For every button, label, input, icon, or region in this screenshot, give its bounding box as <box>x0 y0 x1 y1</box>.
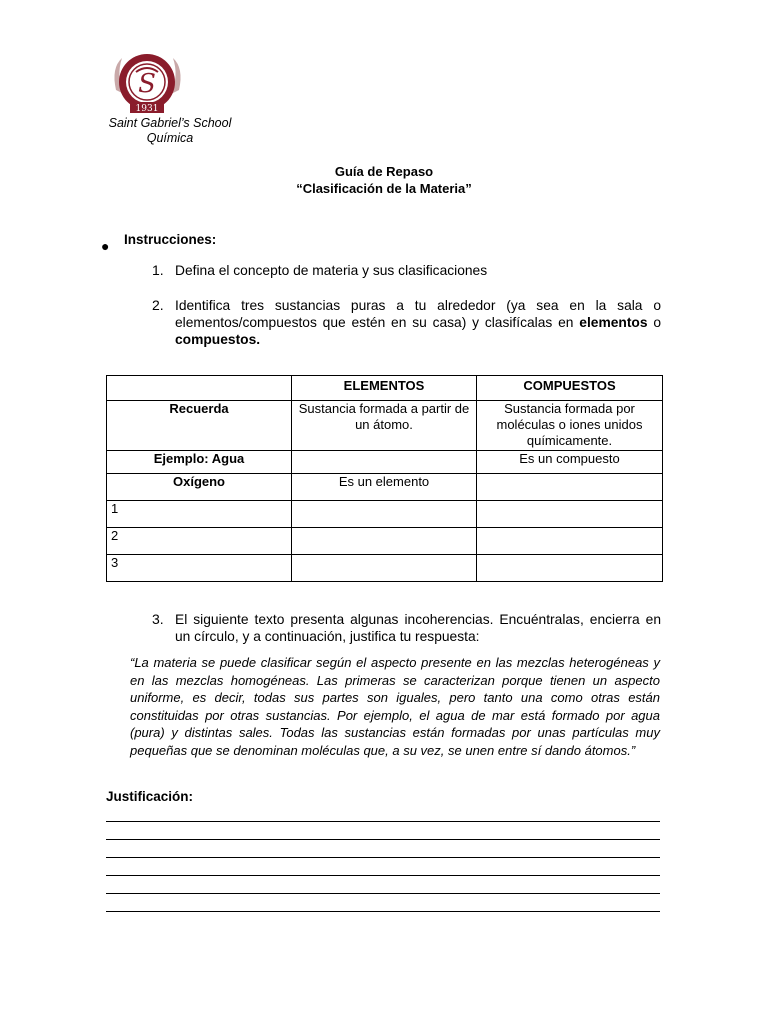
table-row <box>107 555 663 582</box>
answer-cell[interactable] <box>477 528 663 555</box>
school-header <box>100 116 240 146</box>
answer-cell[interactable] <box>292 555 477 582</box>
subject-name: Química <box>146 131 194 145</box>
item-2-bold-compuestos: compuestos. <box>175 332 261 347</box>
answer-line[interactable] <box>106 839 660 840</box>
classification-table <box>106 375 663 582</box>
cell-definition-element: Sustancia formada a partir de un átomo. <box>292 401 477 451</box>
table-row <box>107 528 663 555</box>
answer-cell[interactable] <box>477 555 663 582</box>
worksheet-title: Guía de Repaso <box>334 164 434 179</box>
bullet-icon: ● <box>101 238 110 254</box>
crest-year: 1931 <box>135 104 159 114</box>
answer-line[interactable] <box>106 821 660 822</box>
row-label-oxigeno: Oxígeno <box>107 474 292 501</box>
cell-example-compound: Es un compuesto <box>477 451 663 474</box>
answer-cell[interactable] <box>477 501 663 528</box>
cell-oxygen-element: Es un elemento <box>292 474 477 501</box>
table-row <box>107 451 663 474</box>
justification-label: Justificación: <box>106 789 194 804</box>
table-cell[interactable] <box>477 474 663 501</box>
item-1-text: Defina el concepto de materia y sus clasificaciones <box>175 263 488 278</box>
table-header-elementos: ELEMENTOS <box>292 376 477 401</box>
answer-cell[interactable] <box>292 501 477 528</box>
answer-cell[interactable] <box>292 528 477 555</box>
svg-text:S: S <box>138 69 156 99</box>
cell-definition-compound: Sustancia formada por moléculas o iones unidos químicamente. <box>477 401 663 451</box>
item-3-text: El siguiente texto presenta algunas incoherencias. Encuéntralas, encierra en un círculo, y a continuación, justifica tu respuesta: <box>175 612 661 644</box>
item-2-bold-elementos: elementos <box>579 315 648 330</box>
answer-line[interactable] <box>106 911 660 912</box>
table-header-row <box>107 376 663 401</box>
school-crest-logo <box>110 50 185 116</box>
row-label-recuerda: Recuerda <box>107 401 292 451</box>
item-1-number: 1. <box>152 262 164 278</box>
answer-line[interactable] <box>106 893 660 894</box>
table-row <box>107 501 663 528</box>
worksheet-subtitle: “Clasificación de la Materia” <box>296 181 472 196</box>
answer-line[interactable] <box>106 857 660 858</box>
table-cell[interactable] <box>292 451 477 474</box>
incoherent-text-quote: “La materia se puede clasificar según el aspecto presente en las mezclas heterogéneas y en las mezclas homogéneas. Las primeras se caracterizan porque tienen un aspecto uniforme, es decir, todas sus partes son iguales, pero tanto una como otras están constituidas por otras sustancias. Por ejemplo, el agua de mar está formado por agua (pura) y distintas sales. Todas las sustancias están formadas por unas partículas muy pequeñas que se denominan moléculas que, a su vez, se unen entre sí dando átomos.” <box>130 655 660 758</box>
item-3-number: 3. <box>152 611 164 627</box>
table-header-compuestos: COMPUESTOS <box>477 376 663 401</box>
table-header-cell <box>107 376 292 401</box>
item-2-number: 2. <box>152 297 164 313</box>
row-number-3: 3 <box>107 555 292 582</box>
row-label-ejemplo: Ejemplo: Agua <box>107 451 292 474</box>
row-number-2: 2 <box>107 528 292 555</box>
instructions-label: Instrucciones: <box>124 232 217 247</box>
row-number-1: 1 <box>107 501 292 528</box>
answer-line[interactable] <box>106 875 660 876</box>
table-row <box>107 474 663 501</box>
table-row <box>107 401 663 451</box>
item-2-text: Identifica tres sustancias puras a tu alrededor (ya sea en la sala o elementos/compuestos que estén en su casa) y clasifícalas en elementos o compuestos. <box>175 298 661 347</box>
school-name: Saint Gabriel’s School <box>108 116 232 130</box>
